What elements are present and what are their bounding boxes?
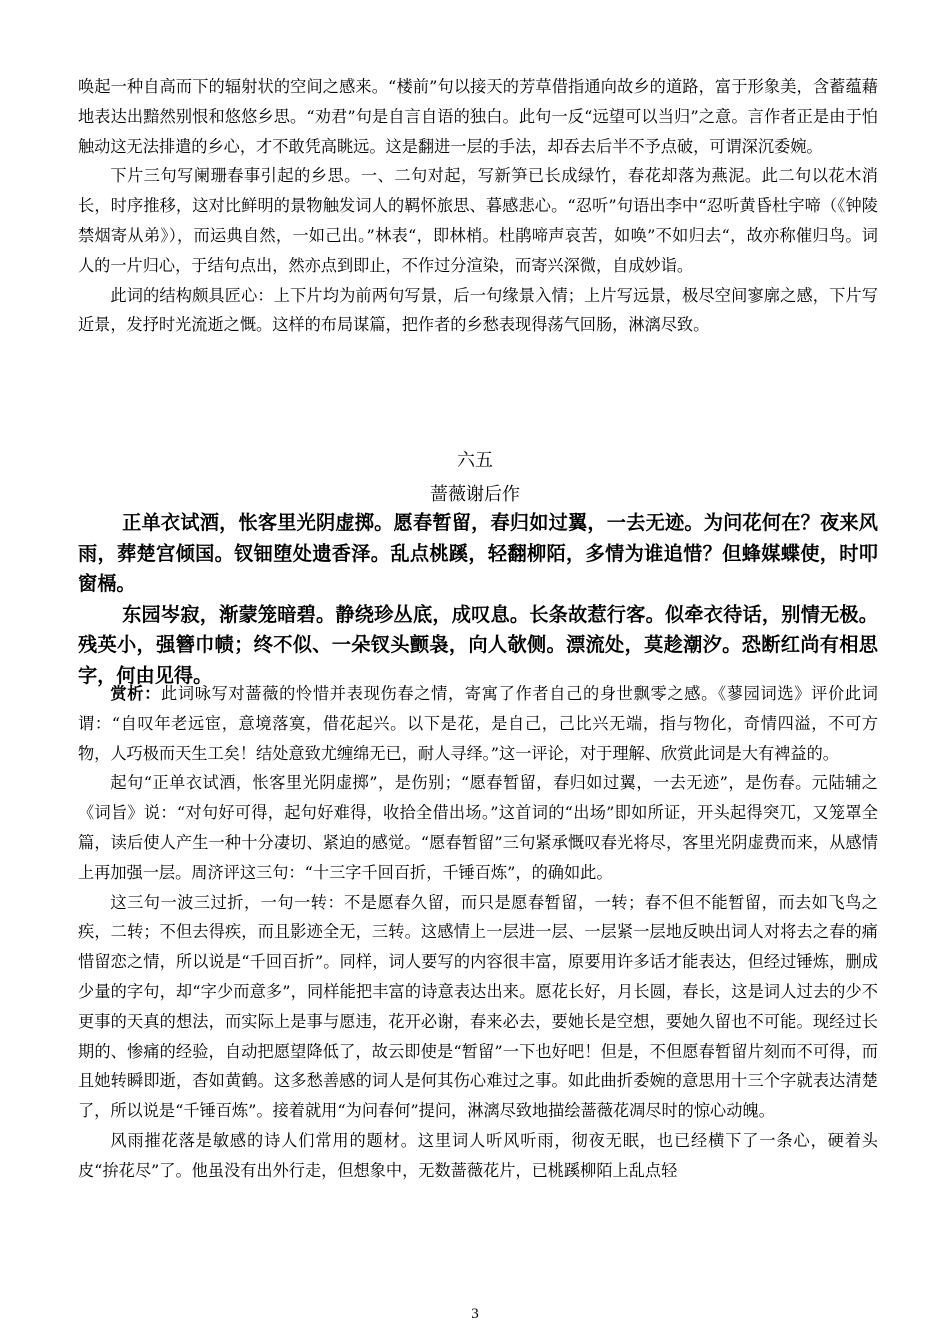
poem-stanza-1: 正单衣试酒，怅客里光阴虚掷。愿春暂留，春归如过翼，一去无迹。为问花何在？夜来风雨，葬楚宫倾国。钗钿堕处遗香泽。乱点桃蹊，轻翻柳陌，多情为谁追惜？但蜂媒蝶使，时叩窗槅。 bbox=[78, 511, 878, 595]
poem-text bbox=[78, 508, 878, 691]
analysis-paragraph-1 bbox=[78, 679, 878, 768]
page-number: 3 bbox=[471, 1306, 479, 1322]
poem-title: 蔷薇谢后作 bbox=[430, 484, 520, 505]
intro-paragraph-2: 下片三句写阑珊春事引起的乡思。一、二句对起，写新笋已长成绿竹，春花却落为燕泥。此二句以花木消长，时序推移，这对比鲜明的景物触发词人的羁怀旅思、暮感悲心。“忍听”句语出李中“忍听黄昏杜宇啼（《钟陵禁烟寄从弟》），而运典自然，一如己出。”林表“，即林梢。杜鹃啼声哀苦，如唤”不如归去“，故亦称催归鸟。词人的一片归心，于结句点出，然亦点到即止，不作过分渲染，而寄兴深微，自成妙诣。 bbox=[78, 166, 878, 275]
analysis-label: 赏析： bbox=[110, 684, 162, 703]
intro-section bbox=[78, 72, 878, 340]
poem-stanza-2: 东园岑寂，渐蒙笼暗碧。静绕珍丛底，成叹息。长条故惹行客。似牵衣待话，别情无极。残英小，强簪巾帻；终不似、一朵钗头颤袅，向人欹侧。漂流处，莫趁潮汐。恐断红尚有相思字，何由见得。 bbox=[78, 602, 878, 687]
intro-paragraph-3: 此词的结构颇具匠心：上下片均为前两句写景，后一句缘景入情；上片写远景，极尽空间寥廓之感，下片写近景，发抒时光流逝之慨。这样的布局谋篇，把作者的乡愁表现得荡气回肠，淋漓尽致。 bbox=[78, 285, 878, 335]
analysis-paragraph-3: 这三句一波三过折，一句一转：不是愿春久留，而只是愿春暂留，一转；春不但不能暂留，而去如飞鸟之疾，二转；不但去得疾，而且影迹全无，三转。这感情上一层进一层、一层紧一层地反映出词人对将去之春的痛惜留恋之情，所以说是“千回百折”。同样，词人要写的内容很丰富，原要用许多话才能表达，但经过锤炼，删成少量的字句，却“字少而意多”，同样能把丰富的诗意表达出来。愿花长好，月长圆，春长，这是词人过去的少不更事的天真的想法，而实际上是事与愿违，花开必谢，春来必去，要她长是空想，要她久留也不可能。现经过长期的、惨痛的经验，自动把愿望降低了，故云即使是“暂留”一下也好吧！但是，不但愿春暂留片刻而不可得，而且她转瞬即逝，杳如黄鹤。这多愁善感的词人是何其伤心难过之事。如此曲折委婉的意思用十三个字就表达清楚了，所以说是“千锤百炼”。接着就用“为问春何”提问，淋漓尽致地描绘蔷薇花凋尽时的惊心动魄。 bbox=[78, 892, 878, 1121]
analysis-paragraph-4: 风雨摧花落是敏感的诗人们常用的题材。这里词人听风听雨，彻夜无眠，也已经横下了一条心，硬着头皮“拚花尽”了。他虽没有出外行走，但想象中，无数蔷薇花片，已桃蹊柳陌上乱点轻 bbox=[78, 1130, 878, 1180]
analysis-section bbox=[78, 679, 878, 1186]
intro-paragraph-1: 唤起一种自高而下的辐射状的空间之感来。“楼前”句以接天的芳草借指通向故乡的道路，富于形象美，含蓄蕴藉地表达出黯然别恨和悠悠乡思。“劝君”句是自言自语的独白。此句一反“远望可以当归”之意。言作者正是由于怕触动这无法排遣的乡心，才不敢凭高眺远。这是翻进一层的手法，却吞去后半不予点破，可谓深沉委婉。 bbox=[78, 77, 878, 156]
section-number: 六五 bbox=[457, 450, 493, 471]
analysis-first-text: 此词咏写对蔷薇的怜惜并表现伤春之情，寄寓了作者自己的身世飘零之感。《蓼园词选》评价此词谓：“自叹年老远宦，意境落寞，借花起兴。以下是花，是自己，己比兴无端，指与物化，奇情四溢，不可方物，人巧极而天生工矣！结处意致尤缠绵无已，耐人寻绎。”这一评论，对于理解、欣赏此词是大有裨益的。 bbox=[78, 684, 878, 763]
analysis-paragraph-2: 起句“正单衣试酒，怅客里光阴虚掷”，是伤别；“愿春暂留，春归如过翼，一去无迹”，是伤春。元陆辅之《词旨》说：“对句好可得，起句好难得，收拾全借出场。”这首词的“出场”即如所证，开头起得突兀，又笼罩全篇，读后使人产生一种十分凄切、紧迫的感觉。“愿春暂留”三句紧承慨叹春光将尽，客里光阴虚费而来，从感情上再加强一层。周济评这三句：“十三字千回百折，千锤百炼”，的确如此。 bbox=[78, 773, 878, 882]
